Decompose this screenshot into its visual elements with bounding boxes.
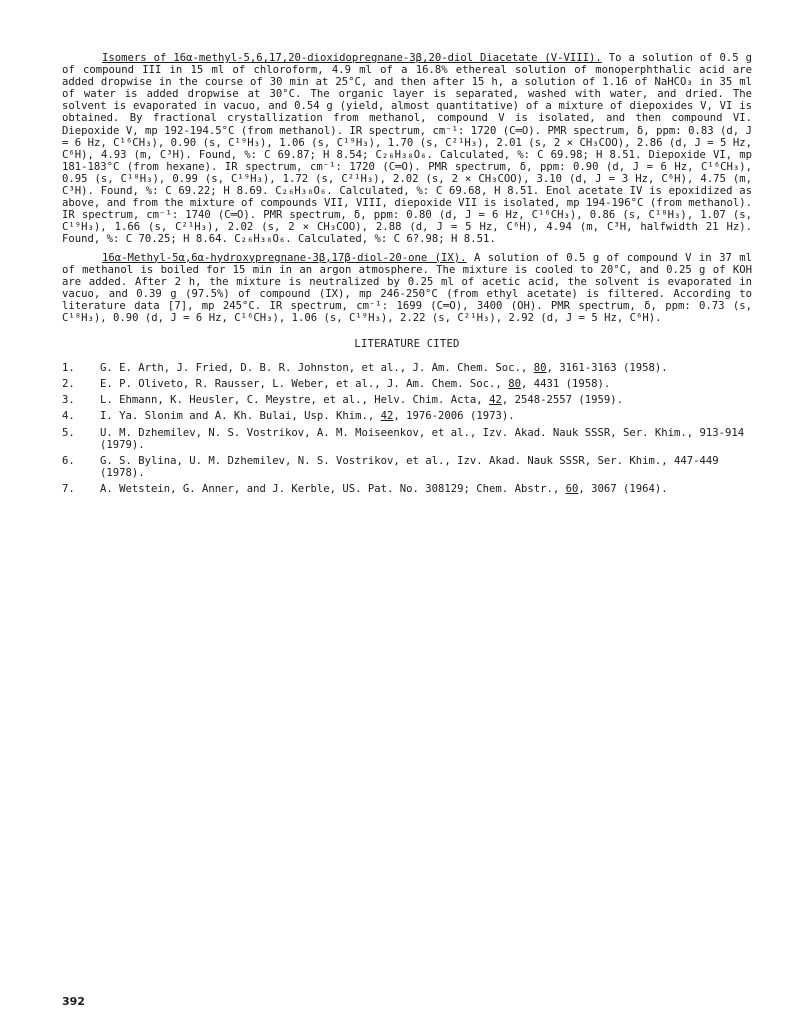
reference-number: 7. bbox=[62, 482, 75, 495]
paragraph-text-hydroxypregnane: A solution of 0.5 g of compound V in 37 ml of methanol is boiled for 15 min in an argon atmosphere. The mixture is cooled to 20°C, and 0.25 g of KOH are added. After 2 h, the mixture is neutralized by 0.25 ml of acetic acid, the solvent is evaporated in vacuo, and 0.39 g (97.5%) of compound (IX), mp 246-250°C (from ethyl acetate) is filtered. According to literature data [7], mp 245°C. IR spectrum, cm⁻¹: 1699 (C═O), 3400 (OH). PMR spectrum, δ, ppm: 0.73 (s, C¹⁸H₃), 0.90 (d, J = 6 Hz, C¹⁶CH₃), 1.06 (s, C¹⁹H₃), 2.22 (s, C²¹H₃), 2.92 (d, J = 5 Hz, C⁶H). bbox=[62, 251, 752, 324]
reference-item bbox=[62, 427, 752, 451]
reference-number: 5. bbox=[62, 426, 75, 439]
reference-number: 1. bbox=[62, 362, 75, 375]
reference-number: 4. bbox=[62, 410, 75, 423]
reference-item bbox=[62, 483, 752, 495]
reference-text: L. Ehmann, K. Heusler, C. Meystre, et al., Helv. Chim. Acta, 42, 2548-2557 (1959). bbox=[100, 394, 624, 407]
page-body bbox=[62, 52, 752, 499]
reference-volume: 80 bbox=[508, 378, 521, 391]
reference-volume: 80 bbox=[533, 362, 547, 375]
reference-volume: 42 bbox=[489, 394, 502, 407]
reference-item bbox=[62, 410, 752, 422]
paragraph-title-isomers: Isomers of 16α-methyl-5,6,17,20-dioxidopregnane-3β,20-diol Diacetate (V-VIII). bbox=[102, 52, 602, 64]
paragraph-hydroxypregnane bbox=[62, 252, 752, 325]
reference-volume: 42 bbox=[380, 410, 394, 423]
reference-volume: 60 bbox=[565, 482, 579, 495]
reference-text: G. E. Arth, J. Fried, D. B. R. Johnston, et al., J. Am. Chem. Soc., 80, 3161-3163 (1958). bbox=[100, 362, 668, 375]
reference-number: 3. bbox=[62, 394, 75, 407]
reference-item bbox=[62, 394, 752, 406]
reference-text: G. S. Bylina, U. M. Dzhemilev, N. S. Vostrikov, et al., Izv. Akad. Nauk SSSR, Ser. Khim., 447-449 (1978). bbox=[100, 454, 719, 479]
page-number: 392 bbox=[62, 995, 85, 1008]
paragraph-isomers bbox=[62, 52, 752, 246]
reference-text: I. Ya. Slonim and A. Kh. Bulai, Usp. Khim., 42, 1976-2006 (1973). bbox=[100, 410, 515, 423]
reference-list bbox=[62, 362, 752, 495]
reference-item bbox=[62, 378, 752, 390]
reference-number: 6. bbox=[62, 454, 75, 467]
reference-text: E. P. Oliveto, R. Rausser, L. Weber, et al., J. Am. Chem. Soc., 80, 4431 (1958). bbox=[100, 378, 611, 391]
reference-text: A. Wetstein, G. Anner, and J. Kerble, US. Pat. No. 308129; Chem. Abstr., 60, 3067 (1964). bbox=[100, 482, 668, 495]
paragraph-title-hydroxypregnane: 16α-Methyl-5α,6α-hydroxypregnane-3β,17β-diol-20-one (IX). bbox=[102, 251, 467, 264]
reference-text: U. M. Dzhemilev, N. S. Vostrikov, A. M. Moiseenkov, et al., Izv. Akad. Nauk SSSR, Ser. Khim., 913-914 (1979). bbox=[100, 426, 745, 451]
literature-heading: LITERATURE CITED bbox=[354, 338, 460, 351]
paragraph-text-isomers: To a solution of 0.5 g of compound III in 15 ml of chloroform, 4.9 ml of a 16.8% ethereal solution of monoperphthalic acid are added dropwise in the course of 30 min at 25°C, and then after 15 h, a solution of 1.16 of NaHCO₃ in 35 ml of water is added dropwise at 30°C. The organic layer is separated, washed with water, and dried. The solvent is evaporated in vacuo, and 0.54 g (yield, almost quantitative) of a mixture of diepoxides V, VI is obtained. By fractional crystallization from methanol, compound V is isolated, and then compound VI. Diepoxide V, mp 192-194.5°C (from methanol). IR spectrum, cm⁻¹: 1720 (C═O). PMR spectrum, δ, ppm: 0.83 (d, J = 6 Hz, C¹⁶CH₃), 0.90 (s, C¹⁹H₃), 1.06 (s, C¹⁹H₃), 1.70 (s, C²¹H₃), 2.01 (s, 2 × CH₃COO), 2.86 (d, J = 5 Hz, C⁶H), 4.93 (m, C³H). Found, %: C 69.87; H 8.54; C₂₆H₃₈O₆. Calculated, %: C 69.98; H 8.51. Diepoxide VI, mp 181-183°C (from hexane). IR spectrum, cm⁻¹: 1720 (C═O). PMR spectrum, δ, ppm: 0.90 (d, J = 6 Hz, C¹⁶CH₃), 0.95 (s, C¹⁸H₃), 0.99 (s, C¹⁹H₃), 1.72 (s, C²¹H₃), 2.02 (s, 2 × CH₃COO), 3.10 (d, J = 3 Hz, C⁶H), 4.75 (m, C³H). Found, %: C 69.22; H 8.69. C₂₆H₃₈O₆. Calculated, %: C 69.68, H 8.51. Enol acetate IV is epoxidized as above, and from the mixture of compounds VII, VIII, diepoxide VII is isolated, mp 194-196°C (from methanol). IR spectrum, cm⁻¹: 1740 (C═O). PMR spectrum, δ, ppm: 0.80 (d, J = 6 Hz, C¹⁶CH₃), 0.86 (s, C¹⁸H₃), 1.07 (s, C¹⁹H₃), 1.66 (s, C²¹H₃), 2.02 (s, 2 × CH₃COO), 2.88 (d, J = 5 Hz, C⁶H), 4.94 (m, C³H, halfwidth 21 Hz). Found, %: C 70.25; H 8.64. C₂₆H₃₈O₆. Calculated, %: C 6?.98; H 8.51. bbox=[62, 52, 752, 246]
reference-item bbox=[62, 362, 752, 374]
reference-number: 2. bbox=[62, 378, 75, 391]
reference-item bbox=[62, 455, 752, 479]
